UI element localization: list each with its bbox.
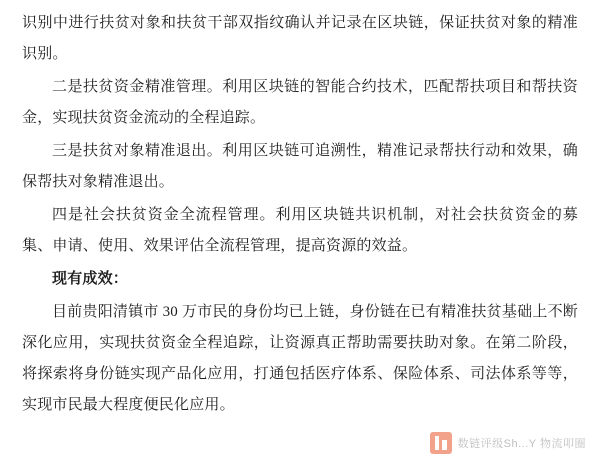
paragraph-point-two: 二是扶贫资金精准管理。利用区块链的智能合约技术，匹配帮扶项目和帮扶资金，实现扶贫资金流动的全程追踪。: [22, 79, 578, 126]
paragraph-point-three: 三是扶贫对象精准退出。利用区块链可追溯性，精准记录帮扶行动和效果，确保帮扶对象精准退出。: [22, 143, 578, 190]
paragraph-results-body: 目前贵阳清镇市 30 万市民的身份均已上链，身份链在已有精准扶贫基础上不断深化应用，实现扶贫资金全程追踪，让资源真正帮助需要扶助对象。在第二阶段，将探索将身份链实现产品化应用，打通包括医疗体系、保险体系、司法体系等等，实现市民最大程度便民化应用。: [22, 304, 578, 413]
heading-current-results: 现有成效：: [52, 271, 129, 287]
paragraph-continuation: 识别中进行扶贫对象和扶贫干部双指纹确认并记录在区块链，保证扶贫对象的精准识别。: [22, 15, 578, 62]
flow-logo-icon: [430, 432, 452, 454]
page-footer: [0, 422, 600, 462]
watermark-text: 数链评级Sh...Y 物流叩圈: [457, 438, 586, 450]
watermark: [430, 432, 586, 454]
paragraph-point-four: 四是社会扶贫资金全流程管理。利用区块链共识机制，对社会扶贫资金的募集、申请、使用、效果评估全流程管理，提高资源的效益。: [22, 207, 578, 254]
